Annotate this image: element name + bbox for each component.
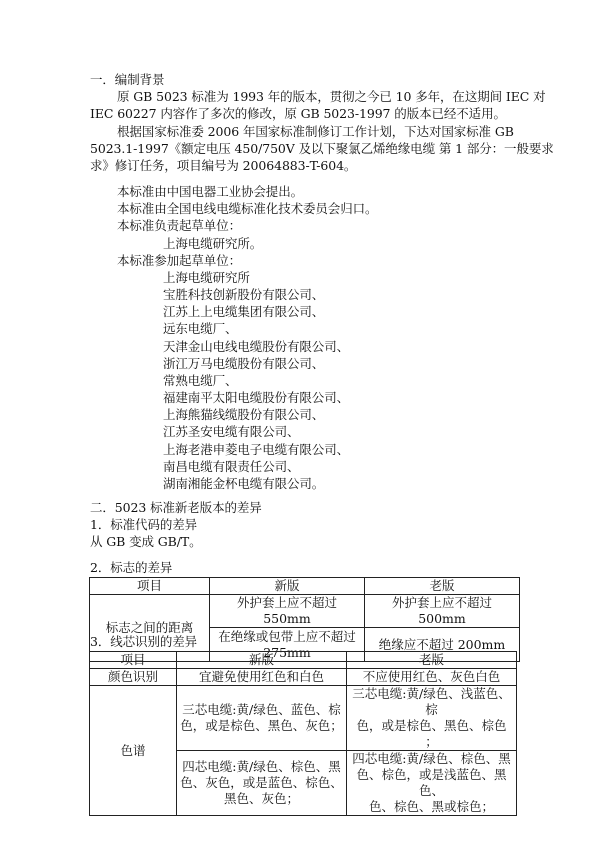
lead-label: 本标准负责起草单位： xyxy=(117,218,242,233)
para1-line2: IEC 60227 内容作了多次的修改，原 GB 5023-1997 的版本已经不适用。 xyxy=(90,106,506,121)
table-cell: 绝缘应不超过 200mm xyxy=(365,628,520,662)
cell-line: 在绝缘或包带上应不超过 xyxy=(218,628,356,644)
cell-line: 色、灰色，或是蓝色、棕色、 xyxy=(180,775,343,790)
table-cell: 外护套上应不超过 500mm xyxy=(365,595,520,628)
table-cell: 宜避免使用红色和白色 xyxy=(177,669,347,686)
participant-item: 南昌电缆有限责任公司、 xyxy=(163,459,300,474)
table-cell xyxy=(347,686,517,751)
cell-line: 色，或是棕色、黑色、棕色 xyxy=(356,718,507,733)
cell-line: 三芯电缆:黄/绿色、蓝色、棕 xyxy=(182,702,341,717)
table-header: 老版 xyxy=(347,652,517,669)
participant-item: 宝胜科技创新股份有限公司、 xyxy=(163,287,325,302)
participant-item: 常熟电缆厂、 xyxy=(163,373,238,388)
para2-line1: 根据国家标准委 2006 年国家标准制修订工作计划，下达对国家标准 GB xyxy=(117,124,514,139)
table-cell xyxy=(177,751,347,816)
table-cell: 外护套上应不超过 550mm xyxy=(210,595,365,628)
table-header: 项目 xyxy=(90,652,177,669)
participants-label: 本标准参加起草单位： xyxy=(117,253,242,268)
cell-line: 四芯电缆:黄/绿色、棕色、黑 xyxy=(352,751,511,766)
lead-unit: 上海电缆研究所。 xyxy=(163,236,263,251)
participant-item: 江苏上上电缆集团有限公司、 xyxy=(163,304,325,319)
para2-line2: 5023.1-1997《额定电压 450/750V 及以下聚氯乙烯绝缘电缆 第 1 部分：一般要求 xyxy=(90,141,554,156)
proposer-text: 本标准由中国电器工业协会提出。 xyxy=(117,184,304,199)
table-item-cell: 颜色识别 xyxy=(90,669,177,686)
table-cell: 不应使用红色、灰色白色 xyxy=(347,669,517,686)
cell-line: 275mm xyxy=(263,644,311,660)
sub1-text: 从 GB 变成 GB/T。 xyxy=(90,534,202,549)
section1-heading: 一．编制背景 xyxy=(90,72,165,87)
table-header: 新版 xyxy=(177,652,347,669)
table-header: 老版 xyxy=(365,578,520,595)
cell-line: 色、棕色，或是浅蓝色、黑色、 xyxy=(356,767,507,798)
participant-item: 湖南湘能金杯电缆有限公司。 xyxy=(163,476,325,491)
section2-heading: 二．5023 标准新老版本的差异 xyxy=(90,500,262,515)
sub3-title: 3．线芯识别的差异 xyxy=(90,634,198,649)
participant-item: 江苏圣安电缆有限公司、 xyxy=(163,424,300,439)
table-item-cell: 标志之间的距离 xyxy=(90,595,210,662)
table-cell xyxy=(347,751,517,816)
participant-item: 上海老港申菱电子电缆有限公司、 xyxy=(163,442,350,457)
table-cell xyxy=(177,686,347,751)
cell-line: 三芯电缆:黄/绿色、浅蓝色、棕 xyxy=(352,686,511,717)
cell-line: 四芯电缆:黄/绿色、棕色、黑 xyxy=(182,759,341,774)
table-header: 项目 xyxy=(90,578,210,595)
participant-item: 上海电缆研究所 xyxy=(163,270,250,285)
cell-line: ； xyxy=(425,734,438,749)
core-identification-table xyxy=(89,651,517,816)
sub1-title: 1．标准代码的差异 xyxy=(90,517,198,532)
cell-line: 色，或是棕色、黑色、灰色； xyxy=(180,718,343,733)
cell-line: 色、棕色、黑或棕色； xyxy=(368,799,494,814)
table-header: 新版 xyxy=(210,578,365,595)
participant-item: 浙江万马电缆股份有限公司、 xyxy=(163,356,325,371)
sub2-title: 2．标志的差异 xyxy=(90,560,173,575)
committee-text: 本标准由全国电线电缆标准化技术委员会归口。 xyxy=(117,201,378,216)
para2-line3: 求》修订任务，项目编号为 20064883-T-604。 xyxy=(90,158,357,173)
cell-line: 黑色、灰色； xyxy=(223,791,299,806)
participant-item: 远东电缆厂、 xyxy=(163,321,238,336)
para1-line1: 原 GB 5023 标准为 1993 年的版本，贯彻之今已 10 多年，在这期间 IEC 对 xyxy=(117,89,546,104)
table-item-cell: 色谱 xyxy=(90,686,177,816)
participant-item: 天津金山电线电缆股份有限公司、 xyxy=(163,339,350,354)
participant-item: 福建南平太阳电缆股份有限公司、 xyxy=(163,390,350,405)
participant-item: 上海熊猫线缆股份有限公司、 xyxy=(163,407,325,422)
